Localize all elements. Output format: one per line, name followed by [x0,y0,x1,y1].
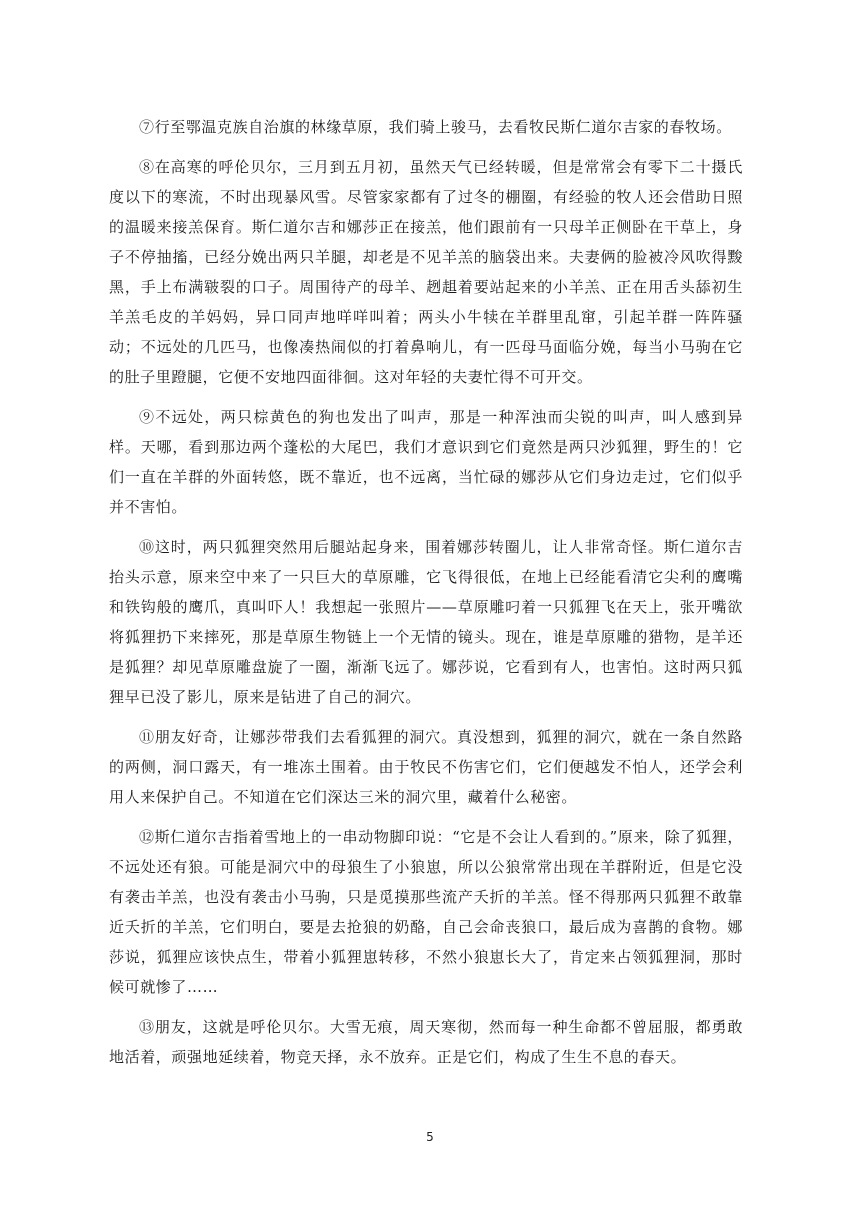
paragraph-13: ⑬朋友，这就是呼伦贝尔。大雪无痕，周天寒彻，然而每一种生命都不曾屈服，都勇敢地活着，顽强地延续着，物竞天择，永不放弃。正是它们，构成了生生不息的春天。 [109,1018,743,1066]
paragraph-11: ⑪朋友好奇，让娜莎带我们去看狐狸的洞穴。真没想到，狐狸的洞穴，就在一条自然路的两侧，洞口露天，有一堆冻土围着。由于牧民不伤害它们，它们便越发不怕人，还学会利用人来保护自己。不知道在它们深达三米的洞穴里，藏着什么秘密。 [109,728,743,806]
paragraph-9: ⑨不远处，两只棕黄色的狗也发出了叫声，那是一种浑浊而尖锐的叫声，叫人感到异样。天哪，看到那边两个蓬松的大尾巴，我们才意识到它们竟然是两只沙狐狸，野生的！它们一直在羊群的外面转悠，既不靠近，也不远离，当忙碌的娜莎从它们身边走过，它们似乎并不害怕。 [109,408,743,516]
document-body [109,112,743,1082]
page-number: 5 [426,1130,434,1144]
paragraph-8: ⑧在高寒的呼伦贝尔，三月到五月初，虽然天气已经转暖，但是常常会有零下二十摄氏度以下的寒流，不时出现暴风雪。尽管家家都有了过冬的棚圈，有经验的牧人还会借助日照的温暖来接羔保育。斯仁道尔吉和娜莎正在接羔，他们跟前有一只母羊正侧卧在干草上，身子不停抽搐，已经分娩出两只羊腿，却老是不见羊羔的脑袋出来。夫妻俩的脸被冷风吹得黢黑，手上布满皲裂的口子。周围待产的母羊、趔趄着要站起来的小羊羔、正在用舌头舔初生羊羔毛皮的羊妈妈，异口同声地咩咩叫着；两头小牛犊在羊群里乱窜，引起羊群一阵阵骚动；不远处的几匹马，也像凑热闹似的打着鼻响儿，有一匹母马面临分娩，每当小马驹在它的肚子里蹬腿，它便不安地四面徘徊。这对年轻的夫妻忙得不可开交。 [109,158,743,386]
paragraph-7: ⑦行至鄂温克族自治旗的林缘草原，我们骑上骏马，去看牧民斯仁道尔吉家的春牧场。 [139,118,732,136]
paragraph-12: ⑫斯仁道尔吉指着雪地上的一串动物脚印说：“它是不会让人看到的。”原来，除了狐狸，不远处还有狼。可能是洞穴中的母狼生了小狼崽，所以公狼常常出现在羊群附近，但是它没有袭击羊羔，也没有袭击小马驹，只是觅摸那些流产夭折的羊羔。怪不得那两只狐狸不敢靠近夭折的羊羔，它们明白，要是去抢狼的奶酪，自己会命丧狼口，最后成为喜鹊的食物。娜莎说，狐狸应该快点生，带着小狐狸崽转移，不然小狼崽长大了，肯定来占领狐狸洞，那时候可就惨了…… [109,828,743,996]
paragraph-10: ⑩这时，两只狐狸突然用后腿站起身来，围着娜莎转圈儿，让人非常奇怪。斯仁道尔吉抬头示意，原来空中来了一只巨大的草原雕，它飞得很低，在地上已经能看清它尖利的鹰嘴和铁钩般的鹰爪，真叫吓人！我想起一张照片——草原雕叼着一只狐狸飞在天上，张开嘴欲将狐狸扔下来摔死，那是草原生物链上一个无情的镜头。现在，谁是草原雕的猎物，是羊还是狐狸？却见草原雕盘旋了一圈，渐渐飞远了。娜莎说，它看到有人，也害怕。这时两只狐狸早已没了影儿，原来是钻进了自己的洞穴。 [109,538,743,706]
